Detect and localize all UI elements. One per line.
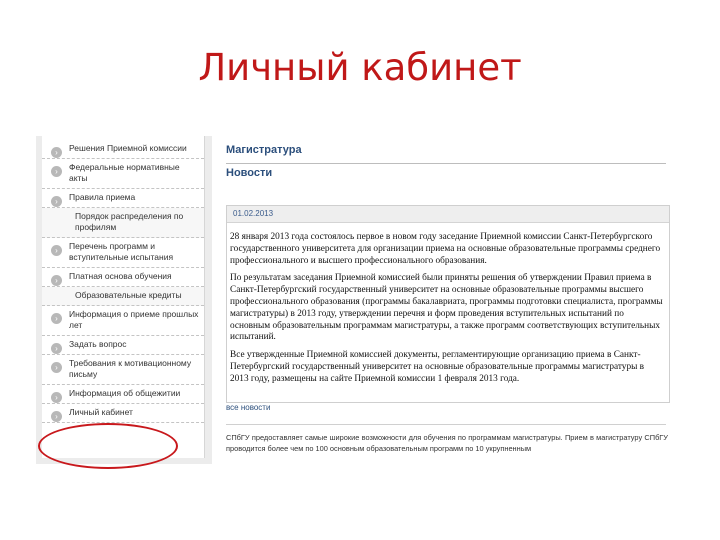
- sidebar-item[interactable]: [42, 385, 204, 404]
- highlight-circle: [38, 423, 178, 469]
- sidebar-menu: [42, 136, 205, 458]
- main-content: [212, 136, 686, 464]
- sidebar-item-label: Информация об общежитии: [69, 388, 181, 398]
- news-body: [227, 223, 669, 386]
- website-screenshot: [36, 136, 686, 464]
- sidebar-item-label: Перечень программ и вступительные испытания: [69, 241, 174, 262]
- news-paragraph: Все утвержденные Приемной комиссией документы, регламентирующие организацию приема в Санкт-Петербургский государственный университет на основные образовательные программы магистратуры в 2013 году, размещены на сайте Приемной комиссии 1 февраля 2013 года.: [230, 350, 645, 384]
- divider: [226, 163, 666, 164]
- sidebar-item[interactable]: [42, 268, 204, 287]
- chevron-right-icon: ›: [51, 147, 62, 158]
- sidebar-item-label: Задать вопрос: [69, 339, 127, 349]
- divider: [226, 424, 666, 425]
- sidebar-item[interactable]: [42, 306, 204, 336]
- sidebar-item[interactable]: [42, 189, 204, 208]
- chevron-right-icon: ›: [51, 166, 62, 177]
- chevron-right-icon: ›: [51, 313, 62, 324]
- sidebar-item[interactable]: [42, 404, 204, 423]
- sidebar-item-label: Информация о приеме прошлых лет: [69, 309, 199, 330]
- intro-text: СПбГУ предоставляет самые широкие возможности для обучения по программам магистратуры. Прием в магистратуру СПбГУ проводится более чем по 100 основным образовательным программ по 10 укрупненным: [226, 433, 668, 453]
- sidebar-item[interactable]: [42, 140, 204, 159]
- sidebar-item-label: Правила приема: [69, 192, 136, 202]
- chevron-right-icon: ›: [51, 411, 62, 422]
- chevron-right-icon: ›: [51, 245, 62, 256]
- sidebar-item-label: Порядок распределения по профилям: [75, 211, 184, 232]
- chevron-right-icon: ›: [51, 196, 62, 207]
- news-item: [226, 205, 670, 403]
- news-date: 01.02.2013: [227, 206, 669, 223]
- chevron-right-icon: ›: [51, 343, 62, 354]
- sidebar-item[interactable]: [42, 159, 204, 189]
- all-news-link[interactable]: все новости: [226, 403, 271, 412]
- news-heading: Новости: [226, 167, 273, 179]
- sidebar-item-label: Образовательные кредиты: [75, 290, 182, 300]
- chevron-right-icon: ›: [51, 275, 62, 286]
- sidebar-item[interactable]: [42, 208, 204, 238]
- sidebar-item[interactable]: [42, 287, 204, 306]
- sidebar-item-label: Платная основа обучения: [69, 271, 172, 281]
- news-paragraph: 28 января 2013 года состоялось первое в новом году заседание Приемной комиссии Санкт-Петербургского государственного университета для организации приема на основные образовательные программы среднего профессионального и высшего профессионального образования.: [230, 232, 661, 266]
- sidebar-item-label: Решения Приемной комиссии: [69, 143, 187, 153]
- slide-title: Личный кабинет: [198, 46, 522, 89]
- sidebar-item-label: Личный кабинет: [69, 407, 133, 417]
- sidebar-item[interactable]: [42, 336, 204, 355]
- sidebar-item[interactable]: [42, 355, 204, 385]
- chevron-right-icon: ›: [51, 362, 62, 373]
- page-heading: Магистратура: [226, 144, 302, 156]
- chevron-right-icon: ›: [51, 392, 62, 403]
- sidebar-item-label: Требования к мотивационному письму: [69, 358, 192, 379]
- news-paragraph: По результатам заседания Приемной комиссией были приняты решения об утверждении Правил приема в Санкт-Петербургский государственный университет на основные образовательные программы высшего профессионального образования (программы бакалавриата, программы подготовки специалиста, программы магистратуры) в 2013 году, утверждении перечня и форм проведения вступительных испытаний по основным образовательным программам магистратуры, а также программ соответствующих вступительных испытаний.: [230, 273, 663, 343]
- sidebar-item[interactable]: [42, 238, 204, 268]
- sidebar-item-label: Федеральные нормативные акты: [69, 162, 180, 183]
